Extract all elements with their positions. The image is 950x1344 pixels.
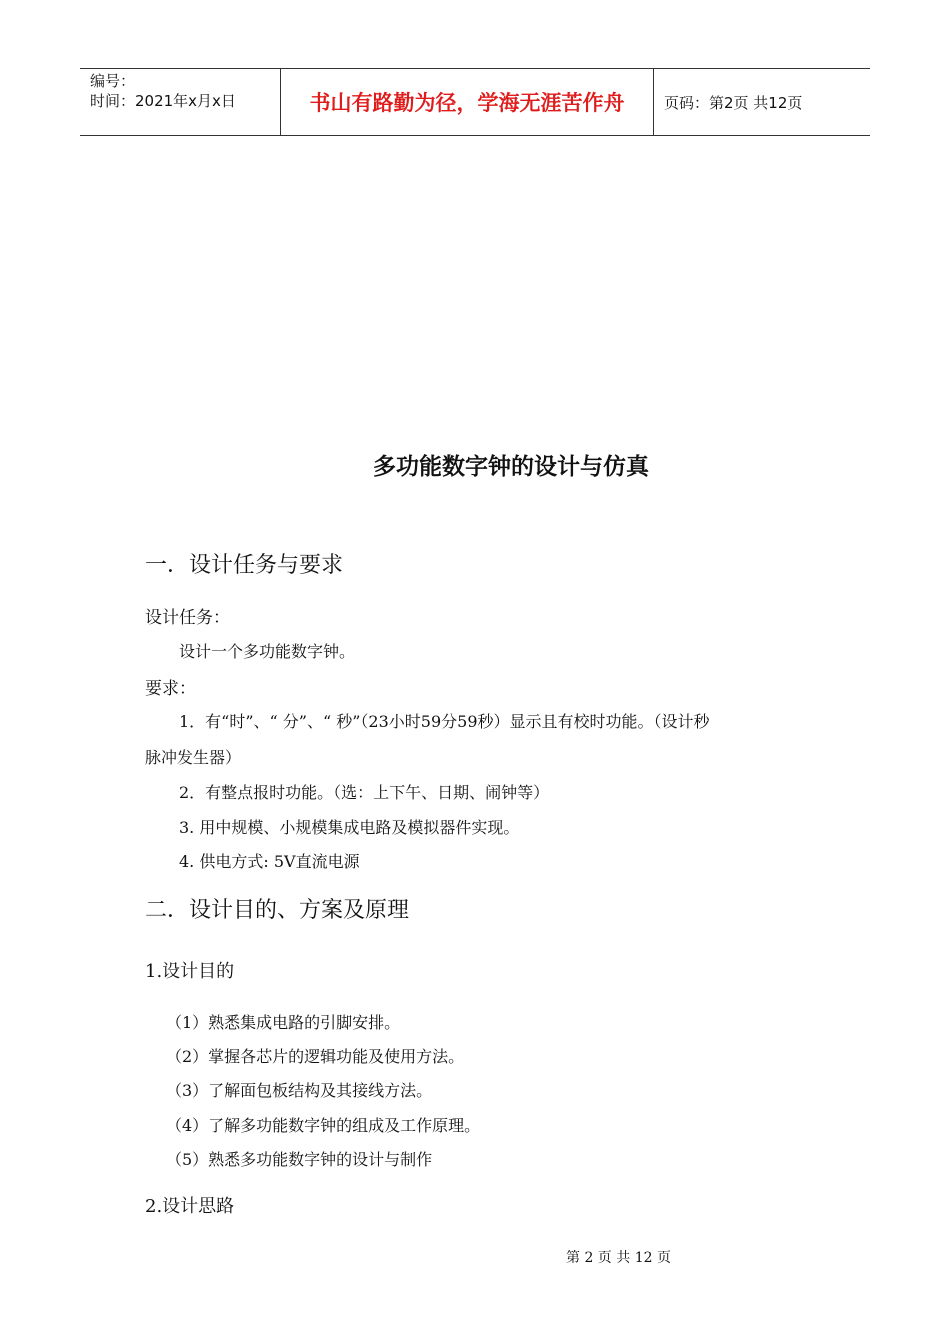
section-2-heading: 二．设计目的、方案及原理: [145, 898, 410, 923]
header-meta: [80, 69, 281, 135]
requirements-label: 要求：: [145, 679, 196, 699]
section-1-heading: 一．设计任务与要求: [145, 553, 344, 578]
page-header: [80, 68, 870, 136]
number-label: 编号：: [90, 72, 136, 90]
document-title: 多功能数字钟的设计与仿真: [373, 454, 649, 480]
task-text: 设计一个多功能数字钟。: [179, 642, 356, 661]
requirement-4: 4. 供电方式: 5V直流电源: [179, 852, 360, 871]
subsection-2-heading: 2.设计思路: [145, 1196, 235, 1217]
aim-item: （3）了解面包板结构及其接线方法。: [166, 1081, 433, 1100]
aim-item: （5）熟悉多功能数字钟的设计与制作: [166, 1150, 433, 1169]
subsection-1-heading: 1.设计目的: [145, 961, 235, 982]
requirement-1-line-1: 1．有“时”、“ 分”、“ 秒”（23小时59分59秒）显示且有校时功能。（设计秒: [179, 712, 710, 731]
header-motto: 书山有路勤为径，学海无涯苦作舟: [281, 69, 654, 135]
requirement-1-line-2: 脉冲发生器）: [145, 748, 242, 767]
header-page-info: 页码：第2页 共12页: [664, 93, 803, 112]
aim-item: （2）掌握各芯片的逻辑功能及使用方法。: [166, 1047, 465, 1066]
requirement-3: 3. 用中规模、小规模集成电路及模拟器件实现。: [179, 818, 520, 837]
aim-item: （1）熟悉集成电路的引脚安排。: [166, 1013, 401, 1032]
requirement-2: 2．有整点报时功能。（选：上下午、日期、闹钟等）: [179, 783, 550, 802]
page-footer: 第 2 页 共 12 页: [566, 1250, 671, 1266]
aim-item: （4）了解多功能数字钟的组成及工作原理。: [166, 1116, 481, 1135]
time-label: 时间：2021年x月x日: [90, 92, 236, 110]
task-label: 设计任务：: [145, 608, 230, 628]
